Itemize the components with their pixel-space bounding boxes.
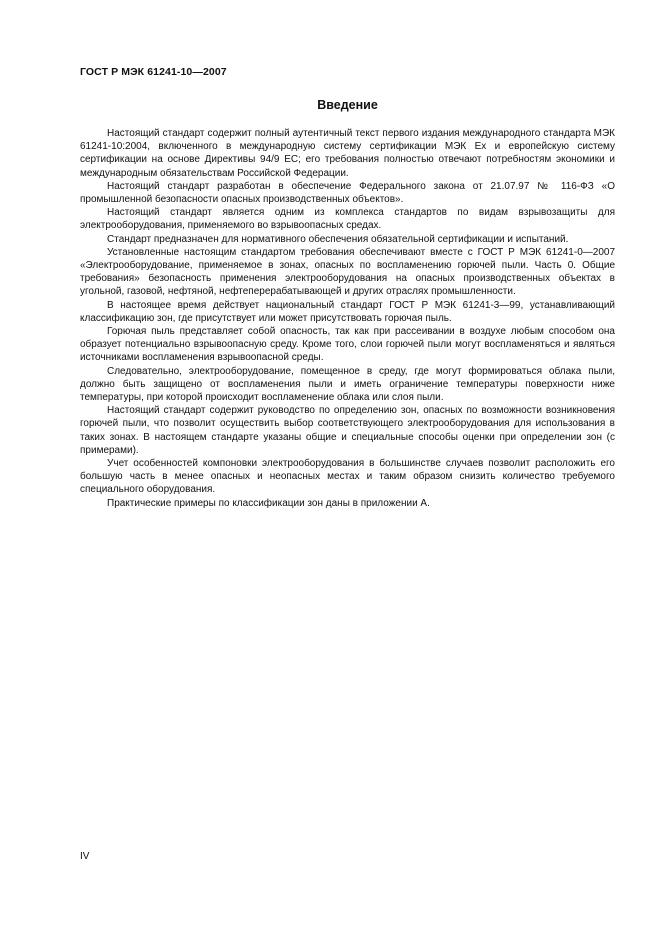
page-number: IV (80, 851, 90, 862)
paragraph: Настоящий стандарт содержит полный аутентичный текст первого издания международного стандарта МЭК 61241-10:2004, включенного в международную систему сертификации МЭК Ex и европейскую систему сертификации на основе Директивы 94/9 ЕС; его требования полностью отвечают потребностям экономики и международным обязательствам Российской Федерации. (80, 128, 615, 179)
document-header: ГОСТ Р МЭК 61241-10—2007 (80, 66, 227, 78)
paragraph: Настоящий стандарт разработан в обеспечение Федерального закона от 21.07.97 № 116-ФЗ «О промышленной безопасности опасных производственных объектов». (80, 180, 615, 206)
paragraph: Следовательно, электрооборудование, помещенное в среду, где могут формироваться облака пыли, должно быть защищено от воспламенения пыли и иметь ограничение температуры поверхности ниже температуры, при которой происходит воспламенение облака или слоя пыли. (80, 365, 615, 404)
paragraph: Стандарт предназначен для нормативного обеспечения обязательной сертификации и испытаний. (107, 233, 569, 245)
paragraph: Установленные настоящим стандартом требования обеспечивают вместе с ГОСТ Р МЭК 61241-0—2007 «Электрооборудование, применяемое в зонах, опасных по воспламенению горючей пыли. Часть 0. Общие требования» безопасность применения электрооборудования на опасных производственных объектах в угольной, газовой, нефтяной, нефтеперерабатывающей и других отраслях промышленности. (80, 246, 615, 298)
section-title: Введение (317, 98, 378, 112)
paragraph: Горючая пыль представляет собой опасность, так как при рассеивании в воздухе любым способом она образует потенциально взрывоопасную среду. Кроме того, слои горючей пыли могут воспламеняться и являться источниками воспламенения взрывоопасной среды. (80, 326, 615, 364)
paragraph: Практические примеры по классификации зон даны в приложении А. (107, 497, 430, 509)
paragraph: Учет особенностей компоновки электрооборудования в большинстве случаев позволит расположить его большую часть в менее опасных и неопасных местах и таким образом снизить количество требуемого специального оборудования. (80, 458, 615, 496)
paragraph: В настоящее время действует национальный стандарт ГОСТ Р МЭК 61241-3—99, устанавливающий классификацию зон, где присутствует или может присутствовать горючая пыль. (80, 299, 615, 324)
paragraph: Настоящий стандарт содержит руководство по определению зон, опасных по возможности возникновения горючей пыли, что позволит осуществить выбор соответствующего электрооборудования для использования в таких зонах. В настоящем стандарте указаны общие и специальные способы оценки при определении зон (с примерами). (80, 405, 615, 456)
introduction-body (80, 127, 615, 510)
paragraph: Настоящий стандарт является одним из комплекса стандартов по видам взрывозащиты для электрооборудования, применяемого во взрывоопасных средах. (80, 207, 615, 232)
